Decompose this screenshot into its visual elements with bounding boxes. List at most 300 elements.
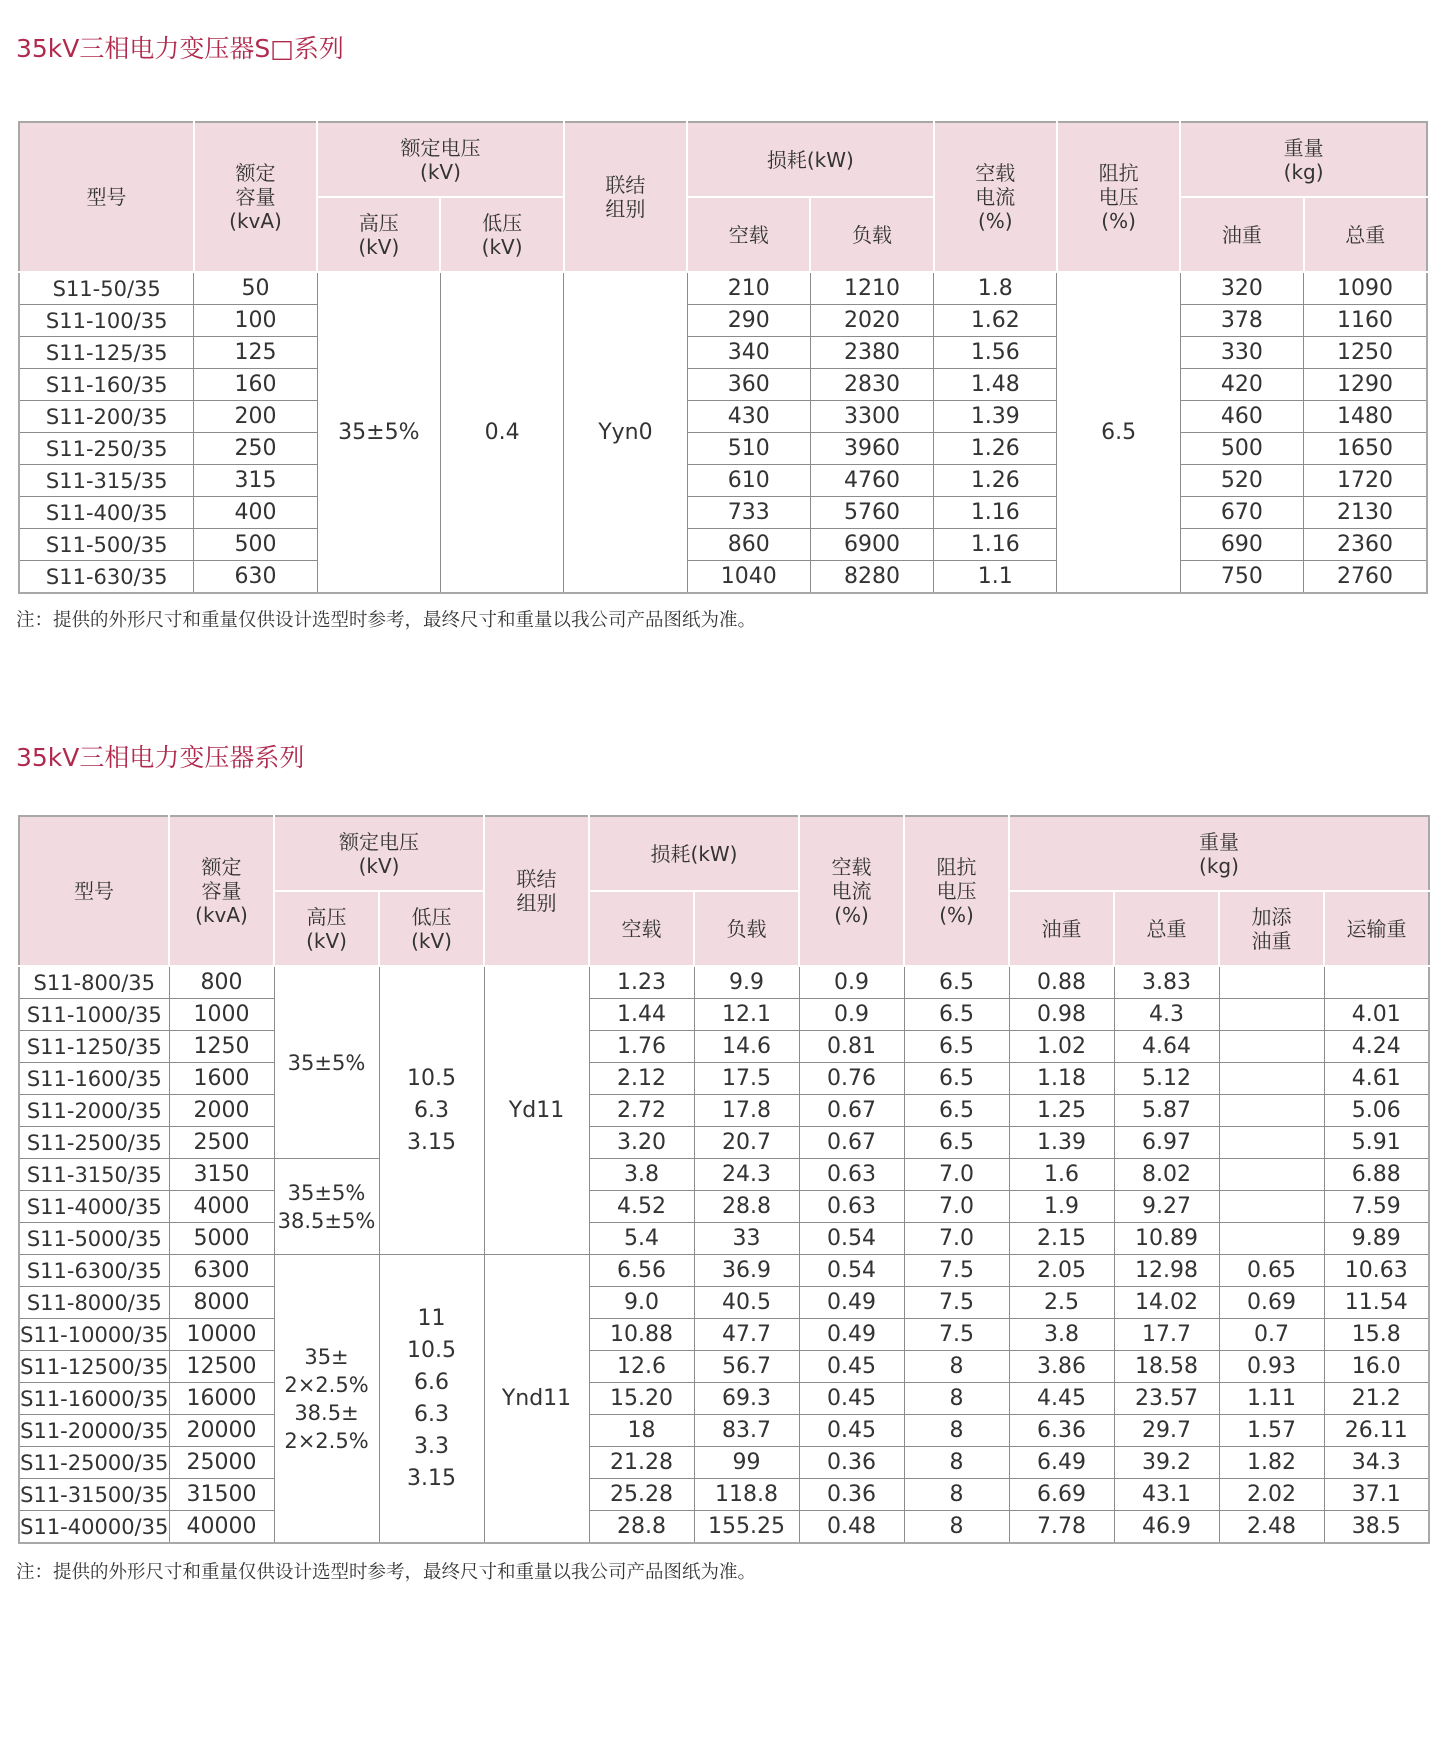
impedance-cell: 7.0 bbox=[904, 1159, 1009, 1191]
no-load-current-cell: 1.26 bbox=[934, 433, 1057, 465]
oil-weight-cell: 0.98 bbox=[1009, 999, 1114, 1031]
added-oil-cell bbox=[1219, 1031, 1324, 1063]
no-load-loss-cell: 2.72 bbox=[589, 1095, 694, 1127]
transport-weight-cell: 16.0 bbox=[1324, 1351, 1429, 1383]
model-cell: S11-2000/35 bbox=[19, 1095, 169, 1127]
no-load-current-cell: 0.49 bbox=[799, 1287, 904, 1319]
no-load-loss-cell: 1040 bbox=[687, 561, 810, 594]
no-load-current-cell: 1.8 bbox=[934, 272, 1057, 305]
header-oil-weight: 油重 bbox=[1180, 197, 1303, 272]
load-loss-cell: 17.5 bbox=[694, 1063, 799, 1095]
total-weight-cell: 1720 bbox=[1304, 465, 1427, 497]
section1-note: 注：提供的外形尺寸和重量仅供设计选型时参考，最终尺寸和重量以我公司产品图纸为准。 bbox=[16, 610, 757, 631]
transport-weight-cell: 7.59 bbox=[1324, 1191, 1429, 1223]
header-model: 型号 bbox=[19, 816, 169, 966]
no-load-current-cell: 0.63 bbox=[799, 1191, 904, 1223]
model-cell: S11-250/35 bbox=[19, 433, 194, 465]
added-oil-cell: 0.69 bbox=[1219, 1287, 1324, 1319]
model-cell: S11-5000/35 bbox=[19, 1223, 169, 1255]
total-weight-cell: 29.7 bbox=[1114, 1415, 1219, 1447]
section2-title: 35kV三相电力变压器系列 bbox=[16, 743, 305, 772]
total-weight-cell: 43.1 bbox=[1114, 1479, 1219, 1511]
no-load-loss-cell: 510 bbox=[687, 433, 810, 465]
load-loss-cell: 9.9 bbox=[694, 966, 799, 999]
added-oil-cell: 2.02 bbox=[1219, 1479, 1324, 1511]
table-row bbox=[19, 433, 1427, 465]
impedance-cell: 6.5 bbox=[904, 966, 1009, 999]
no-load-current-cell: 0.67 bbox=[799, 1095, 904, 1127]
header-no-load-loss: 空载 bbox=[589, 891, 694, 966]
connection-merged-cell: Yd11 bbox=[484, 966, 589, 1255]
no-load-current-cell: 0.54 bbox=[799, 1223, 904, 1255]
total-weight-cell: 46.9 bbox=[1114, 1511, 1219, 1544]
no-load-loss-cell: 21.28 bbox=[589, 1447, 694, 1479]
oil-weight-cell: 2.05 bbox=[1009, 1255, 1114, 1287]
no-load-loss-cell: 6.56 bbox=[589, 1255, 694, 1287]
load-loss-cell: 99 bbox=[694, 1447, 799, 1479]
no-load-loss-cell: 18 bbox=[589, 1415, 694, 1447]
transport-weight-cell: 6.88 bbox=[1324, 1159, 1429, 1191]
load-loss-cell: 40.5 bbox=[694, 1287, 799, 1319]
no-load-current-cell: 0.81 bbox=[799, 1031, 904, 1063]
model-cell: S11-8000/35 bbox=[19, 1287, 169, 1319]
total-weight-cell: 1290 bbox=[1304, 369, 1427, 401]
header-lv: 低压 (kV) bbox=[379, 891, 484, 966]
total-weight-cell: 1250 bbox=[1304, 337, 1427, 369]
total-weight-cell: 4.3 bbox=[1114, 999, 1219, 1031]
total-weight-cell: 1160 bbox=[1304, 305, 1427, 337]
no-load-loss-cell: 25.28 bbox=[589, 1479, 694, 1511]
transport-weight-cell bbox=[1324, 966, 1429, 999]
load-loss-cell: 3300 bbox=[810, 401, 933, 433]
total-weight-cell: 3.83 bbox=[1114, 966, 1219, 999]
model-cell: S11-6300/35 bbox=[19, 1255, 169, 1287]
oil-weight-cell: 3.8 bbox=[1009, 1319, 1114, 1351]
hv-merged-cell: 35±5% 38.5±5% bbox=[274, 1159, 379, 1255]
added-oil-cell bbox=[1219, 1159, 1324, 1191]
no-load-current-cell: 0.45 bbox=[799, 1351, 904, 1383]
header-weight: 重量 (kg) bbox=[1009, 816, 1429, 891]
capacity-cell: 12500 bbox=[169, 1351, 274, 1383]
transport-weight-cell: 4.24 bbox=[1324, 1031, 1429, 1063]
no-load-current-cell: 1.48 bbox=[934, 369, 1057, 401]
table-row bbox=[19, 1351, 1429, 1383]
total-weight-cell: 12.98 bbox=[1114, 1255, 1219, 1287]
capacity-cell: 160 bbox=[194, 369, 317, 401]
model-cell: S11-200/35 bbox=[19, 401, 194, 433]
no-load-current-cell: 0.67 bbox=[799, 1127, 904, 1159]
model-cell: S11-12500/35 bbox=[19, 1351, 169, 1383]
total-weight-cell: 1090 bbox=[1304, 272, 1427, 305]
impedance-cell: 6.5 bbox=[904, 999, 1009, 1031]
added-oil-cell bbox=[1219, 1191, 1324, 1223]
model-cell: S11-1250/35 bbox=[19, 1031, 169, 1063]
no-load-current-cell: 0.9 bbox=[799, 966, 904, 999]
table-row bbox=[19, 1031, 1429, 1063]
capacity-cell: 800 bbox=[169, 966, 274, 999]
connection-merged-cell: Ynd11 bbox=[484, 1255, 589, 1544]
transport-weight-cell: 4.01 bbox=[1324, 999, 1429, 1031]
header-loss: 损耗(kW) bbox=[589, 816, 799, 891]
total-weight-cell: 10.89 bbox=[1114, 1223, 1219, 1255]
load-loss-cell: 47.7 bbox=[694, 1319, 799, 1351]
oil-weight-cell: 750 bbox=[1180, 561, 1303, 594]
transport-weight-cell: 10.63 bbox=[1324, 1255, 1429, 1287]
table-row bbox=[19, 337, 1427, 369]
impedance-cell: 8 bbox=[904, 1415, 1009, 1447]
header-capacity: 额定 容量 (kvA) bbox=[194, 122, 317, 272]
table-row bbox=[19, 1479, 1429, 1511]
load-loss-cell: 33 bbox=[694, 1223, 799, 1255]
load-loss-cell: 1210 bbox=[810, 272, 933, 305]
capacity-cell: 8000 bbox=[169, 1287, 274, 1319]
capacity-cell: 500 bbox=[194, 529, 317, 561]
spec-table-s-series bbox=[18, 121, 1428, 594]
added-oil-cell bbox=[1219, 1063, 1324, 1095]
no-load-current-cell: 1.56 bbox=[934, 337, 1057, 369]
header-loss: 损耗(kW) bbox=[687, 122, 934, 197]
lv-merged-cell: 11 10.5 6.6 6.3 3.3 3.15 bbox=[379, 1255, 484, 1544]
capacity-cell: 2500 bbox=[169, 1127, 274, 1159]
total-weight-cell: 9.27 bbox=[1114, 1191, 1219, 1223]
no-load-current-cell: 0.48 bbox=[799, 1511, 904, 1544]
oil-weight-cell: 1.39 bbox=[1009, 1127, 1114, 1159]
impedance-cell: 8 bbox=[904, 1447, 1009, 1479]
no-load-loss-cell: 430 bbox=[687, 401, 810, 433]
transport-weight-cell: 4.61 bbox=[1324, 1063, 1429, 1095]
model-cell: S11-315/35 bbox=[19, 465, 194, 497]
header-rated-voltage: 额定电压 (kV) bbox=[274, 816, 484, 891]
capacity-cell: 100 bbox=[194, 305, 317, 337]
oil-weight-cell: 6.69 bbox=[1009, 1479, 1114, 1511]
oil-weight-cell: 2.15 bbox=[1009, 1223, 1114, 1255]
no-load-current-cell: 1.39 bbox=[934, 401, 1057, 433]
table-row bbox=[19, 497, 1427, 529]
capacity-cell: 630 bbox=[194, 561, 317, 594]
total-weight-cell: 4.64 bbox=[1114, 1031, 1219, 1063]
capacity-cell: 31500 bbox=[169, 1479, 274, 1511]
capacity-cell: 2000 bbox=[169, 1095, 274, 1127]
model-cell: S11-25000/35 bbox=[19, 1447, 169, 1479]
load-loss-cell: 6900 bbox=[810, 529, 933, 561]
no-load-loss-cell: 10.88 bbox=[589, 1319, 694, 1351]
table-row bbox=[19, 1447, 1429, 1479]
oil-weight-cell: 3.86 bbox=[1009, 1351, 1114, 1383]
load-loss-cell: 17.8 bbox=[694, 1095, 799, 1127]
added-oil-cell: 1.82 bbox=[1219, 1447, 1324, 1479]
load-loss-cell: 24.3 bbox=[694, 1159, 799, 1191]
load-loss-cell: 14.6 bbox=[694, 1031, 799, 1063]
impedance-cell: 8 bbox=[904, 1479, 1009, 1511]
capacity-cell: 10000 bbox=[169, 1319, 274, 1351]
table-row bbox=[19, 1287, 1429, 1319]
added-oil-cell: 0.7 bbox=[1219, 1319, 1324, 1351]
impedance-cell: 7.0 bbox=[904, 1191, 1009, 1223]
transport-weight-cell: 5.06 bbox=[1324, 1095, 1429, 1127]
no-load-current-cell: 0.36 bbox=[799, 1447, 904, 1479]
added-oil-cell: 2.48 bbox=[1219, 1511, 1324, 1544]
header-connection: 联结 组别 bbox=[564, 122, 687, 272]
hv-merged-cell: 35±5% bbox=[317, 272, 440, 593]
capacity-cell: 4000 bbox=[169, 1191, 274, 1223]
header-added-oil: 加添 油重 bbox=[1219, 891, 1324, 966]
no-load-current-cell: 1.26 bbox=[934, 465, 1057, 497]
load-loss-cell: 69.3 bbox=[694, 1383, 799, 1415]
model-cell: S11-125/35 bbox=[19, 337, 194, 369]
transport-weight-cell: 38.5 bbox=[1324, 1511, 1429, 1544]
capacity-cell: 3150 bbox=[169, 1159, 274, 1191]
connection-merged-cell: Yyn0 bbox=[564, 272, 687, 593]
load-loss-cell: 4760 bbox=[810, 465, 933, 497]
no-load-current-cell: 1.16 bbox=[934, 529, 1057, 561]
capacity-cell: 1250 bbox=[169, 1031, 274, 1063]
header-weight: 重量 (kg) bbox=[1180, 122, 1427, 197]
table-row bbox=[19, 1383, 1429, 1415]
oil-weight-cell: 4.45 bbox=[1009, 1383, 1114, 1415]
capacity-cell: 50 bbox=[194, 272, 317, 305]
no-load-loss-cell: 4.52 bbox=[589, 1191, 694, 1223]
oil-weight-cell: 6.36 bbox=[1009, 1415, 1114, 1447]
table-row bbox=[19, 1191, 1429, 1223]
impedance-cell: 6.5 bbox=[904, 1127, 1009, 1159]
table-row bbox=[19, 561, 1427, 594]
total-weight-cell: 8.02 bbox=[1114, 1159, 1219, 1191]
oil-weight-cell: 520 bbox=[1180, 465, 1303, 497]
transport-weight-cell: 15.8 bbox=[1324, 1319, 1429, 1351]
header-lv: 低压 (kV) bbox=[440, 197, 563, 272]
no-load-loss-cell: 28.8 bbox=[589, 1511, 694, 1544]
model-cell: S11-16000/35 bbox=[19, 1383, 169, 1415]
model-cell: S11-400/35 bbox=[19, 497, 194, 529]
oil-weight-cell: 670 bbox=[1180, 497, 1303, 529]
no-load-loss-cell: 610 bbox=[687, 465, 810, 497]
capacity-cell: 16000 bbox=[169, 1383, 274, 1415]
oil-weight-cell: 1.25 bbox=[1009, 1095, 1114, 1127]
no-load-loss-cell: 9.0 bbox=[589, 1287, 694, 1319]
header-no-load-current: 空载 电流 (%) bbox=[934, 122, 1057, 272]
total-weight-cell: 2130 bbox=[1304, 497, 1427, 529]
oil-weight-cell: 7.78 bbox=[1009, 1511, 1114, 1544]
impedance-cell: 8 bbox=[904, 1351, 1009, 1383]
total-weight-cell: 1480 bbox=[1304, 401, 1427, 433]
no-load-loss-cell: 210 bbox=[687, 272, 810, 305]
no-load-loss-cell: 1.23 bbox=[589, 966, 694, 999]
table-row bbox=[19, 465, 1427, 497]
oil-weight-cell: 500 bbox=[1180, 433, 1303, 465]
table-row bbox=[19, 1511, 1429, 1544]
load-loss-cell: 36.9 bbox=[694, 1255, 799, 1287]
no-load-loss-cell: 12.6 bbox=[589, 1351, 694, 1383]
added-oil-cell: 1.11 bbox=[1219, 1383, 1324, 1415]
no-load-loss-cell: 1.76 bbox=[589, 1031, 694, 1063]
no-load-current-cell: 0.49 bbox=[799, 1319, 904, 1351]
oil-weight-cell: 378 bbox=[1180, 305, 1303, 337]
table-row bbox=[19, 305, 1427, 337]
transport-weight-cell: 34.3 bbox=[1324, 1447, 1429, 1479]
impedance-cell: 6.5 bbox=[904, 1031, 1009, 1063]
load-loss-cell: 5760 bbox=[810, 497, 933, 529]
no-load-current-cell: 0.45 bbox=[799, 1415, 904, 1447]
no-load-loss-cell: 1.44 bbox=[589, 999, 694, 1031]
capacity-cell: 20000 bbox=[169, 1415, 274, 1447]
header-connection: 联结 组别 bbox=[484, 816, 589, 966]
no-load-loss-cell: 733 bbox=[687, 497, 810, 529]
load-loss-cell: 118.8 bbox=[694, 1479, 799, 1511]
total-weight-cell: 18.58 bbox=[1114, 1351, 1219, 1383]
table-body bbox=[19, 966, 1429, 1543]
added-oil-cell bbox=[1219, 1223, 1324, 1255]
load-loss-cell: 56.7 bbox=[694, 1351, 799, 1383]
model-cell: S11-4000/35 bbox=[19, 1191, 169, 1223]
added-oil-cell: 0.65 bbox=[1219, 1255, 1324, 1287]
model-cell: S11-100/35 bbox=[19, 305, 194, 337]
impedance-cell: 7.5 bbox=[904, 1319, 1009, 1351]
header-total-weight: 总重 bbox=[1114, 891, 1219, 966]
total-weight-cell: 2360 bbox=[1304, 529, 1427, 561]
transport-weight-cell: 5.91 bbox=[1324, 1127, 1429, 1159]
lv-merged-cell: 10.5 6.3 3.15 bbox=[379, 966, 484, 1255]
table-row bbox=[19, 1095, 1429, 1127]
capacity-cell: 125 bbox=[194, 337, 317, 369]
header-rated-voltage: 额定电压 (kV) bbox=[317, 122, 564, 197]
no-load-current-cell: 1.16 bbox=[934, 497, 1057, 529]
model-cell: S11-1000/35 bbox=[19, 999, 169, 1031]
header-hv: 高压 (kV) bbox=[274, 891, 379, 966]
load-loss-cell: 83.7 bbox=[694, 1415, 799, 1447]
lv-merged-cell: 0.4 bbox=[440, 272, 563, 593]
header-impedance: 阻抗 电压 (%) bbox=[1057, 122, 1180, 272]
capacity-cell: 25000 bbox=[169, 1447, 274, 1479]
transport-weight-cell: 21.2 bbox=[1324, 1383, 1429, 1415]
added-oil-cell: 0.93 bbox=[1219, 1351, 1324, 1383]
table-row bbox=[19, 1319, 1429, 1351]
oil-weight-cell: 1.18 bbox=[1009, 1063, 1114, 1095]
no-load-loss-cell: 3.20 bbox=[589, 1127, 694, 1159]
oil-weight-cell: 460 bbox=[1180, 401, 1303, 433]
model-cell: S11-1600/35 bbox=[19, 1063, 169, 1095]
load-loss-cell: 8280 bbox=[810, 561, 933, 594]
total-weight-cell: 1650 bbox=[1304, 433, 1427, 465]
added-oil-cell bbox=[1219, 999, 1324, 1031]
header-load-loss: 负载 bbox=[694, 891, 799, 966]
total-weight-cell: 6.97 bbox=[1114, 1127, 1219, 1159]
capacity-cell: 400 bbox=[194, 497, 317, 529]
transport-weight-cell: 9.89 bbox=[1324, 1223, 1429, 1255]
no-load-current-cell: 0.36 bbox=[799, 1479, 904, 1511]
model-cell: S11-20000/35 bbox=[19, 1415, 169, 1447]
header-model: 型号 bbox=[19, 122, 194, 272]
no-load-loss-cell: 2.12 bbox=[589, 1063, 694, 1095]
capacity-cell: 1000 bbox=[169, 999, 274, 1031]
load-loss-cell: 155.25 bbox=[694, 1511, 799, 1544]
load-loss-cell: 2830 bbox=[810, 369, 933, 401]
capacity-cell: 200 bbox=[194, 401, 317, 433]
load-loss-cell: 3960 bbox=[810, 433, 933, 465]
table-row bbox=[19, 1415, 1429, 1447]
model-cell: S11-40000/35 bbox=[19, 1511, 169, 1544]
load-loss-cell: 2380 bbox=[810, 337, 933, 369]
table-row bbox=[19, 999, 1429, 1031]
added-oil-cell bbox=[1219, 1127, 1324, 1159]
total-weight-cell: 17.7 bbox=[1114, 1319, 1219, 1351]
total-weight-cell: 5.12 bbox=[1114, 1063, 1219, 1095]
no-load-current-cell: 0.54 bbox=[799, 1255, 904, 1287]
model-cell: S11-500/35 bbox=[19, 529, 194, 561]
table-row bbox=[19, 272, 1427, 305]
section2-note: 注：提供的外形尺寸和重量仅供设计选型时参考，最终尺寸和重量以我公司产品图纸为准。 bbox=[16, 1562, 757, 1583]
no-load-current-cell: 0.9 bbox=[799, 999, 904, 1031]
header-load-loss: 负载 bbox=[810, 197, 933, 272]
no-load-current-cell: 0.45 bbox=[799, 1383, 904, 1415]
header-oil-weight: 油重 bbox=[1009, 891, 1114, 966]
total-weight-cell: 23.57 bbox=[1114, 1383, 1219, 1415]
hv-merged-cell: 35±5% bbox=[274, 966, 379, 1159]
spec-table-large bbox=[18, 815, 1430, 1544]
no-load-current-cell: 0.63 bbox=[799, 1159, 904, 1191]
table-row bbox=[19, 966, 1429, 999]
no-load-loss-cell: 360 bbox=[687, 369, 810, 401]
header-transport-weight: 运输重 bbox=[1324, 891, 1429, 966]
capacity-cell: 315 bbox=[194, 465, 317, 497]
no-load-current-cell: 1.1 bbox=[934, 561, 1057, 594]
header-hv: 高压 (kV) bbox=[317, 197, 440, 272]
table-row bbox=[19, 369, 1427, 401]
no-load-current-cell: 0.76 bbox=[799, 1063, 904, 1095]
table-row bbox=[19, 1159, 1429, 1191]
impedance-cell: 6.5 bbox=[904, 1063, 1009, 1095]
capacity-cell: 5000 bbox=[169, 1223, 274, 1255]
section1-title: 35kV三相电力变压器S□系列 bbox=[16, 34, 344, 63]
load-loss-cell: 12.1 bbox=[694, 999, 799, 1031]
oil-weight-cell: 330 bbox=[1180, 337, 1303, 369]
oil-weight-cell: 1.6 bbox=[1009, 1159, 1114, 1191]
no-load-loss-cell: 860 bbox=[687, 529, 810, 561]
total-weight-cell: 14.02 bbox=[1114, 1287, 1219, 1319]
capacity-cell: 6300 bbox=[169, 1255, 274, 1287]
load-loss-cell: 2020 bbox=[810, 305, 933, 337]
model-cell: S11-630/35 bbox=[19, 561, 194, 594]
table-row bbox=[19, 1127, 1429, 1159]
transport-weight-cell: 37.1 bbox=[1324, 1479, 1429, 1511]
capacity-cell: 40000 bbox=[169, 1511, 274, 1544]
oil-weight-cell: 1.9 bbox=[1009, 1191, 1114, 1223]
impedance-cell: 8 bbox=[904, 1511, 1009, 1544]
no-load-loss-cell: 5.4 bbox=[589, 1223, 694, 1255]
load-loss-cell: 28.8 bbox=[694, 1191, 799, 1223]
table-row bbox=[19, 401, 1427, 433]
impedance-cell: 8 bbox=[904, 1383, 1009, 1415]
impedance-cell: 6.5 bbox=[904, 1095, 1009, 1127]
model-cell: S11-10000/35 bbox=[19, 1319, 169, 1351]
header-no-load-loss: 空载 bbox=[687, 197, 810, 272]
impedance-cell: 7.5 bbox=[904, 1255, 1009, 1287]
model-cell: S11-160/35 bbox=[19, 369, 194, 401]
model-cell: S11-50/35 bbox=[19, 272, 194, 305]
transport-weight-cell: 11.54 bbox=[1324, 1287, 1429, 1319]
added-oil-cell: 1.57 bbox=[1219, 1415, 1324, 1447]
oil-weight-cell: 690 bbox=[1180, 529, 1303, 561]
impedance-merged-cell: 6.5 bbox=[1057, 272, 1180, 593]
no-load-loss-cell: 15.20 bbox=[589, 1383, 694, 1415]
no-load-loss-cell: 3.8 bbox=[589, 1159, 694, 1191]
no-load-loss-cell: 290 bbox=[687, 305, 810, 337]
total-weight-cell: 39.2 bbox=[1114, 1447, 1219, 1479]
model-cell: S11-31500/35 bbox=[19, 1479, 169, 1511]
capacity-cell: 1600 bbox=[169, 1063, 274, 1095]
oil-weight-cell: 2.5 bbox=[1009, 1287, 1114, 1319]
oil-weight-cell: 1.02 bbox=[1009, 1031, 1114, 1063]
impedance-cell: 7.0 bbox=[904, 1223, 1009, 1255]
